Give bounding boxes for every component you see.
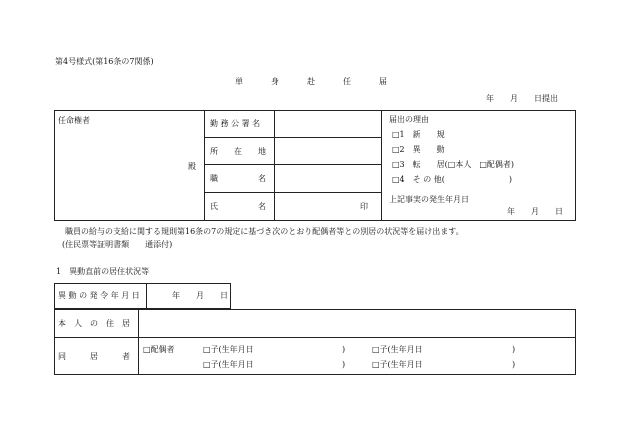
cohabitant-child-1-close: ) — [342, 345, 346, 354]
honorific: 殿 — [188, 162, 196, 171]
attachment-note: (住民票等証明書類 通添付) — [62, 240, 173, 249]
name-label: 氏 名 — [210, 202, 266, 211]
seal-mark: 印 — [360, 202, 368, 211]
reason-heading: 届出の理由 — [389, 115, 429, 124]
appointer-label: 任命権者 — [58, 116, 90, 125]
reason-option-transfer[interactable]: □2 異 動 — [392, 145, 445, 154]
cohabitant-child-2-close: ) — [512, 345, 516, 354]
office-label: 勤 務 公 署 名 — [210, 119, 261, 128]
declaration-statement: 職員の給与の支給に関する規則第16条の7の規定に基づき次のとおり配偶者等との別居の状況等を届け出ます。 — [65, 227, 464, 236]
section1-heading: 1 異動直前の居住状況等 — [56, 267, 150, 276]
reason-option-other[interactable]: □4 そ の 他( ) — [392, 175, 512, 184]
transfer-date-value: 年 月 日 — [172, 291, 228, 300]
reason-option-new[interactable]: □1 新 規 — [392, 130, 445, 139]
form-number: 第4号様式(第16条の7関係) — [55, 57, 154, 66]
address-label: 所 在 地 — [210, 147, 266, 156]
cohabitant-spouse[interactable]: □配偶者 — [143, 345, 175, 354]
position-label: 職 名 — [210, 174, 266, 183]
cohabitant-child-2[interactable]: □子(生年月日 — [372, 345, 423, 354]
residence-table — [54, 309, 576, 375]
cohabitant-child-3-close: ) — [342, 360, 346, 369]
cohabitant-child-4-close: ) — [512, 360, 516, 369]
submit-date: 年 月 日提出 — [486, 94, 558, 103]
fact-date-label: 上記事実の発生年月日 — [389, 195, 469, 204]
fact-date-value: 年 月 日 — [507, 207, 563, 216]
cohabitant-child-1[interactable]: □子(生年月日 — [203, 345, 254, 354]
transfer-date-label: 異 動 の 発 令 年 月 日 — [58, 291, 140, 300]
form-title: 単 身 赴 任 届 — [235, 77, 391, 86]
cohabitant-child-3[interactable]: □子(生年月日 — [203, 360, 254, 369]
cohabitant-label: 同 居 者 — [58, 352, 130, 361]
residence-label: 本 人 の 住 居 — [58, 319, 130, 328]
cohabitant-child-4[interactable]: □子(生年月日 — [372, 360, 423, 369]
reason-option-relocation[interactable]: □3 転 居(□本人 □配偶者) — [392, 160, 515, 169]
